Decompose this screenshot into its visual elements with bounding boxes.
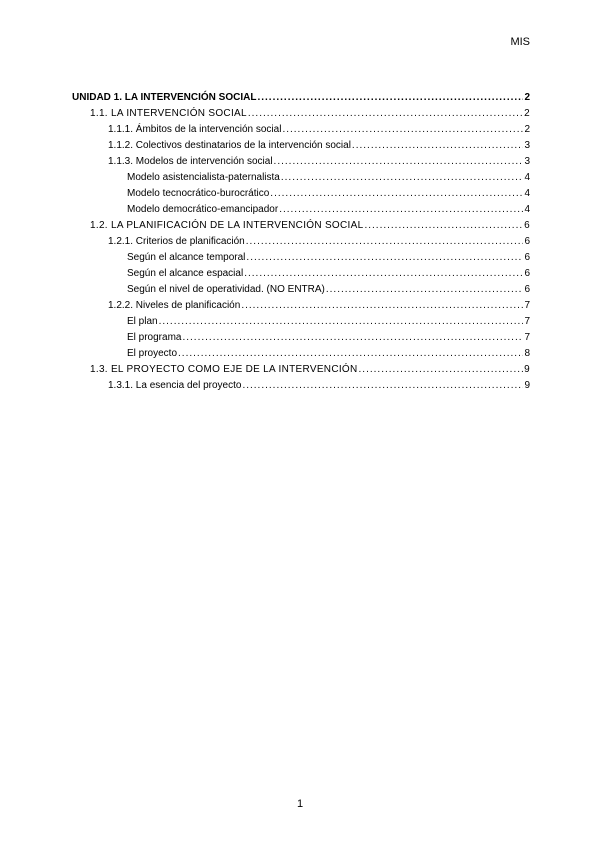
toc-entry-title: UNIDAD 1. LA INTERVENCIÓN SOCIAL	[72, 92, 257, 103]
toc-entry-page: 9	[524, 380, 530, 391]
toc-entry-page: 2	[524, 92, 530, 103]
toc-entry-title: Según el alcance espacial	[127, 268, 244, 279]
toc-leader-dots	[364, 218, 523, 234]
toc-entry[interactable]	[72, 282, 530, 298]
toc-entry-page: 6	[524, 268, 530, 279]
toc-entry-title: El programa	[127, 332, 182, 343]
toc-entry-page: 6	[524, 252, 530, 263]
toc-entry-page: 9	[524, 364, 530, 375]
toc-entry[interactable]	[72, 298, 530, 314]
toc-leader-dots	[279, 202, 523, 218]
toc-entry[interactable]	[72, 378, 530, 394]
toc-entry-title: Según el alcance temporal	[127, 252, 246, 263]
toc-leader-dots	[352, 138, 524, 154]
toc-entry-title: Según el nivel de operatividad. (NO ENTRA)	[127, 284, 325, 295]
toc-entry[interactable]	[72, 266, 530, 282]
toc-entry[interactable]	[72, 314, 530, 330]
toc-leader-dots	[246, 234, 524, 250]
toc-leader-dots	[282, 122, 523, 138]
toc-entry[interactable]	[72, 346, 530, 362]
toc-leader-dots	[178, 346, 523, 362]
toc-entry[interactable]	[72, 362, 530, 378]
toc-entry-title: Modelo tecnocrático-burocrático	[127, 188, 270, 199]
toc-entry-page: 4	[524, 172, 530, 183]
running-header: MIS	[510, 36, 530, 48]
toc-entry-title: 1.1.1. Ámbitos de la intervención social	[108, 124, 282, 135]
toc-entry[interactable]	[72, 106, 530, 122]
toc-entry-page: 4	[524, 204, 530, 215]
toc-entry-title: 1.2. LA PLANIFICACIÓN DE LA INTERVENCIÓN SOCIAL	[90, 220, 364, 231]
toc-entry-page: 2	[524, 108, 530, 119]
toc-entry[interactable]	[72, 202, 530, 218]
toc-entry-page: 4	[524, 188, 530, 199]
toc-entry-title: El plan	[127, 316, 158, 327]
toc-entry[interactable]	[72, 154, 530, 170]
toc-leader-dots	[241, 298, 523, 314]
toc-entry-page: 6	[524, 284, 530, 295]
toc-entry-page: 3	[524, 156, 530, 167]
toc-leader-dots	[182, 330, 523, 346]
toc-entry-page: 8	[524, 348, 530, 359]
toc-entry-title: 1.2.1. Criterios de planificación	[108, 236, 245, 247]
toc-entry-page: 7	[524, 300, 530, 311]
toc-entry[interactable]	[72, 138, 530, 154]
toc-leader-dots	[246, 250, 523, 266]
toc-entry-page: 2	[524, 124, 530, 135]
table-of-contents	[72, 90, 530, 394]
toc-entry-page: 7	[524, 332, 530, 343]
toc-entry[interactable]	[72, 330, 530, 346]
toc-entry-page: 3	[524, 140, 530, 151]
toc-entry-title: El proyecto	[127, 348, 178, 359]
toc-leader-dots	[274, 154, 524, 170]
toc-leader-dots	[326, 282, 524, 298]
toc-leader-dots	[281, 170, 524, 186]
toc-entry[interactable]	[72, 170, 530, 186]
toc-entry-title: 1.3. EL PROYECTO COMO EJE DE LA INTERVENCIÓN	[90, 364, 358, 375]
toc-leader-dots	[257, 90, 523, 106]
toc-leader-dots	[270, 186, 523, 202]
toc-entry[interactable]	[72, 234, 530, 250]
page-number: 1	[296, 798, 304, 810]
toc-entry-title: Modelo democrático-emancipador	[127, 204, 279, 215]
toc-entry-title: 1.2.2. Niveles de planificación	[108, 300, 241, 311]
toc-leader-dots	[244, 266, 523, 282]
toc-entry[interactable]	[72, 218, 530, 234]
toc-leader-dots	[159, 314, 524, 330]
toc-leader-dots	[242, 378, 523, 394]
toc-leader-dots	[359, 362, 524, 378]
toc-entry-title: 1.3.1. La esencia del proyecto	[108, 380, 242, 391]
toc-entry[interactable]	[72, 90, 530, 106]
toc-entry[interactable]	[72, 186, 530, 202]
toc-entry[interactable]	[72, 122, 530, 138]
toc-entry-title: 1.1.2. Colectivos destinatarios de la intervención social	[108, 140, 351, 151]
toc-entry-page: 6	[524, 236, 530, 247]
toc-entry-title: 1.1.3. Modelos de intervención social	[108, 156, 273, 167]
toc-entry-title: Modelo asistencialista-paternalista	[127, 172, 280, 183]
toc-entry-page: 7	[524, 316, 530, 327]
toc-entry-page: 6	[524, 220, 530, 231]
toc-entry[interactable]	[72, 250, 530, 266]
toc-leader-dots	[248, 106, 523, 122]
toc-entry-title: 1.1. LA INTERVENCIÓN SOCIAL	[90, 108, 247, 119]
